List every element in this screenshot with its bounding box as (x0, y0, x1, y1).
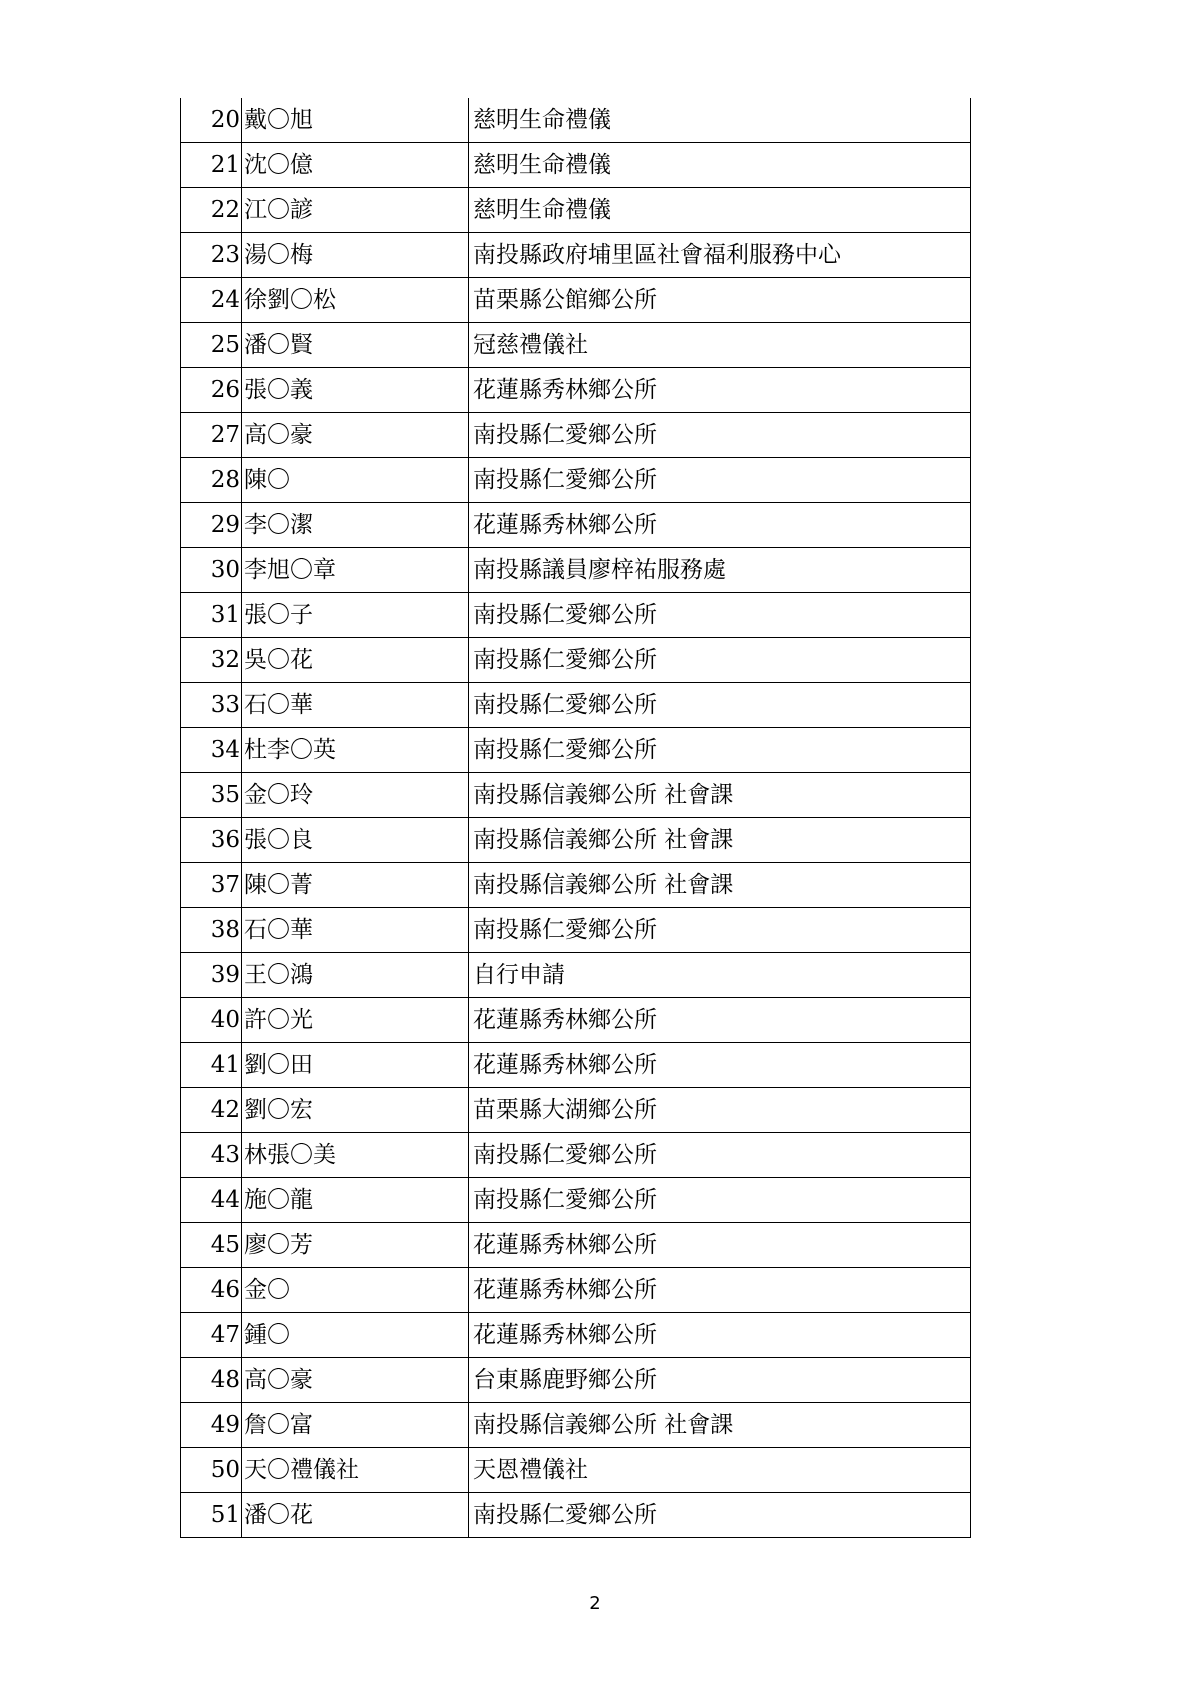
participant-name-cell: 戴〇旭 (242, 98, 469, 143)
table-row (181, 953, 971, 998)
participant-name-cell: 湯〇梅 (242, 233, 469, 278)
row-number-cell: 23 (181, 233, 242, 278)
participant-table (180, 98, 971, 1538)
row-number-cell: 42 (181, 1088, 242, 1133)
table-row (181, 278, 971, 323)
row-number-cell: 50 (181, 1448, 242, 1493)
participant-name-cell: 潘〇花 (242, 1493, 469, 1538)
row-number-cell: 40 (181, 998, 242, 1043)
table-row (181, 908, 971, 953)
participant-name-cell: 石〇華 (242, 908, 469, 953)
participant-name-cell: 張〇子 (242, 593, 469, 638)
participant-name-cell: 李旭〇章 (242, 548, 469, 593)
organization-cell: 南投縣仁愛鄉公所 (469, 1493, 971, 1538)
organization-cell: 慈明生命禮儀 (469, 143, 971, 188)
organization-cell: 台東縣鹿野鄉公所 (469, 1358, 971, 1403)
participant-name-cell: 張〇良 (242, 818, 469, 863)
table-row (181, 368, 971, 413)
organization-cell: 花蓮縣秀林鄉公所 (469, 998, 971, 1043)
table-row (181, 863, 971, 908)
participant-name-cell: 詹〇富 (242, 1403, 469, 1448)
participant-table-body (181, 98, 971, 1538)
organization-cell: 南投縣仁愛鄉公所 (469, 908, 971, 953)
participant-name-cell: 江〇諺 (242, 188, 469, 233)
row-number-cell: 44 (181, 1178, 242, 1223)
row-number-cell: 24 (181, 278, 242, 323)
row-number-cell: 29 (181, 503, 242, 548)
row-number-cell: 21 (181, 143, 242, 188)
row-number-cell: 41 (181, 1043, 242, 1088)
participant-name-cell: 廖〇芳 (242, 1223, 469, 1268)
row-number-cell: 51 (181, 1493, 242, 1538)
participant-name-cell: 徐劉〇松 (242, 278, 469, 323)
table-row (181, 1403, 971, 1448)
row-number-cell: 35 (181, 773, 242, 818)
organization-cell: 南投縣信義鄉公所 社會課 (469, 818, 971, 863)
table-row (181, 1088, 971, 1133)
row-number-cell: 47 (181, 1313, 242, 1358)
organization-cell: 南投縣仁愛鄉公所 (469, 683, 971, 728)
table-row (181, 818, 971, 863)
organization-cell: 苗栗縣公館鄉公所 (469, 278, 971, 323)
participant-name-cell: 高〇豪 (242, 413, 469, 458)
row-number-cell: 46 (181, 1268, 242, 1313)
table-row (181, 1133, 971, 1178)
row-number-cell: 45 (181, 1223, 242, 1268)
row-number-cell: 31 (181, 593, 242, 638)
organization-cell: 天恩禮儀社 (469, 1448, 971, 1493)
participant-list (180, 98, 970, 1538)
table-row (181, 233, 971, 278)
row-number-cell: 27 (181, 413, 242, 458)
table-row (181, 1448, 971, 1493)
row-number-cell: 34 (181, 728, 242, 773)
participant-name-cell: 天〇禮儀社 (242, 1448, 469, 1493)
organization-cell: 南投縣仁愛鄉公所 (469, 458, 971, 503)
row-number-cell: 37 (181, 863, 242, 908)
participant-name-cell: 施〇龍 (242, 1178, 469, 1223)
row-number-cell: 26 (181, 368, 242, 413)
organization-cell: 自行申請 (469, 953, 971, 998)
row-number-cell: 36 (181, 818, 242, 863)
organization-cell: 南投縣仁愛鄉公所 (469, 638, 971, 683)
organization-cell: 南投縣仁愛鄉公所 (469, 1133, 971, 1178)
row-number-cell: 39 (181, 953, 242, 998)
organization-cell: 冠慈禮儀社 (469, 323, 971, 368)
participant-name-cell: 許〇光 (242, 998, 469, 1043)
organization-cell: 南投縣議員廖梓祐服務處 (469, 548, 971, 593)
organization-cell: 花蓮縣秀林鄉公所 (469, 1313, 971, 1358)
organization-cell: 南投縣信義鄉公所 社會課 (469, 1403, 971, 1448)
participant-name-cell: 王〇鴻 (242, 953, 469, 998)
organization-cell: 南投縣信義鄉公所 社會課 (469, 863, 971, 908)
organization-cell: 南投縣信義鄉公所 社會課 (469, 773, 971, 818)
table-row (181, 998, 971, 1043)
row-number-cell: 20 (181, 98, 242, 143)
organization-cell: 花蓮縣秀林鄉公所 (469, 1043, 971, 1088)
organization-cell: 苗栗縣大湖鄉公所 (469, 1088, 971, 1133)
table-row (181, 1358, 971, 1403)
participant-name-cell: 李〇潔 (242, 503, 469, 548)
participant-name-cell: 劉〇田 (242, 1043, 469, 1088)
table-row (181, 638, 971, 683)
table-row (181, 503, 971, 548)
table-row (181, 728, 971, 773)
table-row (181, 98, 971, 143)
table-row (181, 548, 971, 593)
row-number-cell: 22 (181, 188, 242, 233)
row-number-cell: 33 (181, 683, 242, 728)
table-row (181, 593, 971, 638)
participant-name-cell: 張〇義 (242, 368, 469, 413)
participant-name-cell: 林張〇美 (242, 1133, 469, 1178)
table-row (181, 773, 971, 818)
organization-cell: 花蓮縣秀林鄉公所 (469, 368, 971, 413)
table-row (181, 1268, 971, 1313)
organization-cell: 花蓮縣秀林鄉公所 (469, 1268, 971, 1313)
organization-cell: 花蓮縣秀林鄉公所 (469, 503, 971, 548)
participant-name-cell: 鍾〇 (242, 1313, 469, 1358)
row-number-cell: 48 (181, 1358, 242, 1403)
table-row (181, 1223, 971, 1268)
row-number-cell: 43 (181, 1133, 242, 1178)
row-number-cell: 30 (181, 548, 242, 593)
table-row (181, 1313, 971, 1358)
table-row (181, 458, 971, 503)
participant-name-cell: 劉〇宏 (242, 1088, 469, 1133)
organization-cell: 南投縣仁愛鄉公所 (469, 728, 971, 773)
participant-name-cell: 吳〇花 (242, 638, 469, 683)
organization-cell: 南投縣仁愛鄉公所 (469, 593, 971, 638)
row-number-cell: 25 (181, 323, 242, 368)
table-row (181, 1043, 971, 1088)
organization-cell: 南投縣仁愛鄉公所 (469, 1178, 971, 1223)
table-row (181, 413, 971, 458)
organization-cell: 慈明生命禮儀 (469, 98, 971, 143)
table-row (181, 323, 971, 368)
participant-name-cell: 金〇玲 (242, 773, 469, 818)
organization-cell: 慈明生命禮儀 (469, 188, 971, 233)
participant-name-cell: 潘〇賢 (242, 323, 469, 368)
participant-name-cell: 石〇華 (242, 683, 469, 728)
table-row (181, 143, 971, 188)
row-number-cell: 49 (181, 1403, 242, 1448)
table-row (181, 683, 971, 728)
row-number-cell: 32 (181, 638, 242, 683)
table-row (181, 188, 971, 233)
participant-name-cell: 高〇豪 (242, 1358, 469, 1403)
table-row (181, 1493, 971, 1538)
organization-cell: 南投縣政府埔里區社會福利服務中心 (469, 233, 971, 278)
row-number-cell: 38 (181, 908, 242, 953)
participant-name-cell: 金〇 (242, 1268, 469, 1313)
participant-name-cell: 陳〇菁 (242, 863, 469, 908)
organization-cell: 花蓮縣秀林鄉公所 (469, 1223, 971, 1268)
organization-cell: 南投縣仁愛鄉公所 (469, 413, 971, 458)
participant-name-cell: 沈〇億 (242, 143, 469, 188)
row-number-cell: 28 (181, 458, 242, 503)
table-row (181, 1178, 971, 1223)
page-number: 2 (589, 1593, 601, 1614)
participant-name-cell: 杜李〇英 (242, 728, 469, 773)
participant-name-cell: 陳〇 (242, 458, 469, 503)
